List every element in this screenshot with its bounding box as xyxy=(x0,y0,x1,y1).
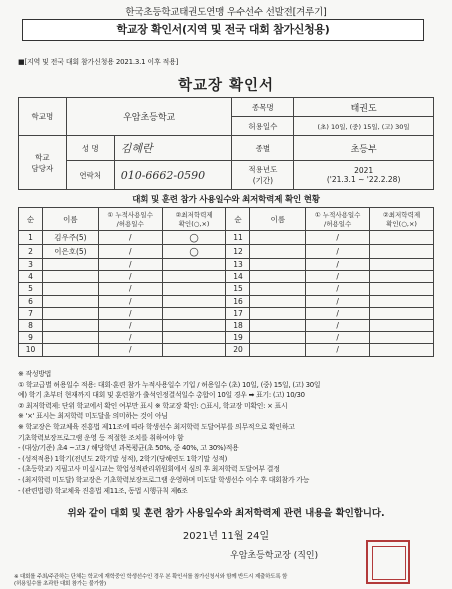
col-days xyxy=(98,208,162,231)
row-acad xyxy=(162,295,226,307)
row-name xyxy=(250,332,306,344)
application-note: ■[지역 및 전국 대회 참가신청용 2021.3.1 이후 적용] xyxy=(18,58,179,66)
col-no: 순 xyxy=(19,208,43,231)
row-acad xyxy=(370,283,434,295)
row-days: / xyxy=(306,332,370,344)
row-acad xyxy=(370,245,434,259)
table-row xyxy=(19,344,434,356)
year-label-line2: (기간) xyxy=(252,176,274,185)
row-acad: ○ xyxy=(162,231,226,245)
year-label-line1: 적용년도 xyxy=(248,165,278,174)
row-days: / xyxy=(306,295,370,307)
year-value-line2: ('21.3.1 ~ '22.2.28) xyxy=(326,175,401,184)
row-name xyxy=(250,259,306,271)
col-acad-right xyxy=(370,208,434,231)
table-row xyxy=(19,231,434,245)
row-name xyxy=(42,344,98,356)
note-line: ※ 작성방법 xyxy=(18,370,52,378)
row-no: 7 xyxy=(19,307,43,319)
row-name: 김우주(5) xyxy=(42,231,98,245)
year-value xyxy=(294,161,434,190)
main-title: 학교장 확인서 xyxy=(177,78,275,94)
row-acad xyxy=(162,307,226,319)
row-acad xyxy=(162,271,226,283)
row-days: / xyxy=(306,231,370,245)
col-acad-right-line2: 확인(○,×) xyxy=(386,220,417,228)
row-days: / xyxy=(98,231,162,245)
allowed-value: (초) 10일, (중) 15일, (고) 30일 xyxy=(294,117,434,136)
school-name: 우암초등학교 xyxy=(66,98,232,136)
row-acad xyxy=(370,332,434,344)
row-days: / xyxy=(306,245,370,259)
col-days-right-line2: /허용일수 xyxy=(324,220,352,228)
note-line: ① 학교급별 허용일수 적용: 대회·훈련 참가 누적사용일수 기입 / 허용일수 (초) 10일, (중) 15일, (고) 30일 xyxy=(18,380,321,389)
row-acad xyxy=(162,283,226,295)
row-days: / xyxy=(98,245,162,259)
row-days: / xyxy=(98,271,162,283)
row-name: 이은호(5) xyxy=(42,245,98,259)
name-value: 김혜란 xyxy=(114,136,232,161)
row-acad xyxy=(370,295,434,307)
row-days: / xyxy=(98,344,162,356)
event-value: 태권도 xyxy=(294,98,434,117)
row-no: 10 xyxy=(19,344,43,356)
col-name-right: 이름 xyxy=(250,208,306,231)
row-name xyxy=(250,271,306,283)
row-no: 15 xyxy=(226,283,250,295)
manager-label-line2: 담당자 xyxy=(31,163,54,173)
row-name xyxy=(250,307,306,319)
col-acad-line1: ②최저학력제 xyxy=(175,211,213,219)
row-no: 20 xyxy=(226,344,250,356)
row-no: 14 xyxy=(226,271,250,283)
col-days-line2: /허용일수 xyxy=(116,220,144,228)
writing-instructions xyxy=(18,369,438,496)
row-acad xyxy=(370,307,434,319)
table-row xyxy=(19,307,434,319)
row-days: / xyxy=(306,271,370,283)
table-row xyxy=(19,245,434,259)
row-days: / xyxy=(98,332,162,344)
name-label: 성 명 xyxy=(66,136,114,161)
col-acad-line2: 확인(○,×) xyxy=(178,220,210,228)
note-line: ※ 학교장은 학교체육 진흥법 제11조에 따라 학생선수 최저학력 도달여부를 의무적으로 확인하고 xyxy=(18,422,295,431)
row-name xyxy=(250,295,306,307)
row-acad xyxy=(162,319,226,331)
footnote-line1: ※ 대회를 주최/주관하는 단체는 학교에 재학중인 학생선수인 경우 본 확인서를 참가신청서와 함께 반드시 제출하도록 함 xyxy=(14,574,288,580)
row-acad xyxy=(370,259,434,271)
note-line: - (최저학력 미도달) 학교장은 기초학력보장프로그램 운영하며 미도달 학생선수 이수 후 대회참가 가능 xyxy=(18,475,310,484)
row-days: / xyxy=(306,283,370,295)
row-acad xyxy=(162,332,226,344)
table-row xyxy=(19,259,434,271)
row-days: / xyxy=(98,283,162,295)
row-name xyxy=(250,283,306,295)
row-no: 17 xyxy=(226,307,250,319)
row-days: / xyxy=(306,307,370,319)
row-no: 3 xyxy=(19,259,43,271)
row-no: 2 xyxy=(19,245,43,259)
manager-label-line1: 학교 xyxy=(35,152,50,162)
note-line: - (초등학교) 지필고사 미실시교는 학업성적관리위원회에서 심의 후 최저학력 도달여부 결정 xyxy=(18,465,280,474)
issue-date: 2021년 11월 24일 xyxy=(182,531,270,542)
row-days: / xyxy=(306,259,370,271)
row-acad xyxy=(370,319,434,331)
row-acad: ○ xyxy=(162,245,226,259)
note-line: - (성적적용) 1학기(전년도 2학기말 성적), 2학기(당해연도 1학기말 성적) xyxy=(18,454,228,463)
year-label xyxy=(232,161,294,190)
row-name xyxy=(42,295,98,307)
category-label: 종별 xyxy=(232,136,294,161)
top-header: 한국초등학교태권도연맹 우수선수 선발전[겨루기] xyxy=(125,7,327,18)
row-name xyxy=(42,319,98,331)
year-value-line1: 2021 xyxy=(354,166,374,175)
table-row xyxy=(19,332,434,344)
note-line: 기초학력보장프로그램 운영 등 적절한 조치를 취하여야 함 xyxy=(18,433,184,442)
row-days: / xyxy=(306,344,370,356)
row-name xyxy=(42,332,98,344)
row-name xyxy=(250,245,306,259)
category-value: 초등부 xyxy=(294,136,434,161)
col-days-line1: ① 누적사용일수 xyxy=(107,211,153,219)
row-no: 11 xyxy=(226,231,250,245)
row-name xyxy=(250,319,306,331)
row-days: / xyxy=(306,319,370,331)
table-row xyxy=(19,271,434,283)
col-no-right: 순 xyxy=(226,208,250,231)
confirm-statement: 위와 같이 대회 및 훈련 참가 사용일수와 최저학력제 관련 내용을 확인합니다. xyxy=(67,508,385,519)
row-no: 9 xyxy=(19,332,43,344)
allowed-label: 허용일수 xyxy=(232,117,294,136)
row-acad xyxy=(162,259,226,271)
col-days-right xyxy=(306,208,370,231)
table-row xyxy=(19,283,434,295)
contact-value: 010-6662-0590 xyxy=(114,161,232,190)
note-line: ② 최저학력제: 단위 학교에서 확인 여부만 표시 ※ 학교장 확인: ○표시, 학교장 미확인: × 표시 xyxy=(18,401,288,410)
row-days: / xyxy=(98,295,162,307)
school-label: 학교명 xyxy=(19,98,67,136)
row-name xyxy=(42,271,98,283)
event-label: 종목명 xyxy=(232,98,294,117)
row-no: 13 xyxy=(226,259,250,271)
row-days: / xyxy=(98,259,162,271)
contact-label: 연락처 xyxy=(66,161,114,190)
row-no: 18 xyxy=(226,319,250,331)
note-line: 예) 학기 초부터 현재까지 대회 및 훈련참가 출석인정결석일수 총합이 10일 경우 ➡ 표기: (고) 10/30 xyxy=(18,391,305,400)
row-name xyxy=(42,259,98,271)
footnote-line2: (허용일수를 초과한 대회 참가는 불가함) xyxy=(14,581,106,587)
col-acad-right-line1: ②최저학력제 xyxy=(382,211,421,219)
table-row xyxy=(19,295,434,307)
row-no: 16 xyxy=(226,295,250,307)
row-name xyxy=(250,231,306,245)
row-no: 5 xyxy=(19,283,43,295)
row-name xyxy=(250,344,306,356)
col-acad xyxy=(162,208,226,231)
table-row xyxy=(19,319,434,331)
info-table xyxy=(18,97,434,190)
row-no: 19 xyxy=(226,332,250,344)
manager-label xyxy=(19,136,67,190)
row-acad xyxy=(370,231,434,245)
principal-signature: 우암초등학교장 (직인) xyxy=(230,551,319,561)
footnote xyxy=(14,574,444,588)
row-no: 8 xyxy=(19,319,43,331)
row-days: / xyxy=(98,319,162,331)
document-title: 학교장 확인서(지역 및 전국 대회 참가신청용) xyxy=(22,19,424,41)
col-name: 이름 xyxy=(42,208,98,231)
note-line: - (관련법령) 학교체육 진흥법 제11조, 동법 시행규칙 제6조 xyxy=(18,486,188,495)
row-no: 12 xyxy=(226,245,250,259)
status-grid xyxy=(18,207,434,357)
row-name xyxy=(42,307,98,319)
row-days: / xyxy=(98,307,162,319)
row-name xyxy=(42,283,98,295)
status-subtitle: 대회 및 훈련 참가 사용일수와 최저학력제 확인 현황 xyxy=(132,195,320,205)
row-no: 6 xyxy=(19,295,43,307)
row-acad xyxy=(370,271,434,283)
note-line: ※ '×' 표시는 최저학력 미도달을 의미하는 것이 아님 xyxy=(18,412,168,421)
col-days-right-line1: ① 누적사용일수 xyxy=(314,211,361,219)
row-acad xyxy=(162,344,226,356)
row-no: 4 xyxy=(19,271,43,283)
row-no: 1 xyxy=(19,231,43,245)
note-line: - (대상/기준) 초4 ~고3 / 해당학년 과목평균(초 50%, 중 40%, 고 30%)적용 xyxy=(18,444,239,453)
row-acad xyxy=(370,344,434,356)
